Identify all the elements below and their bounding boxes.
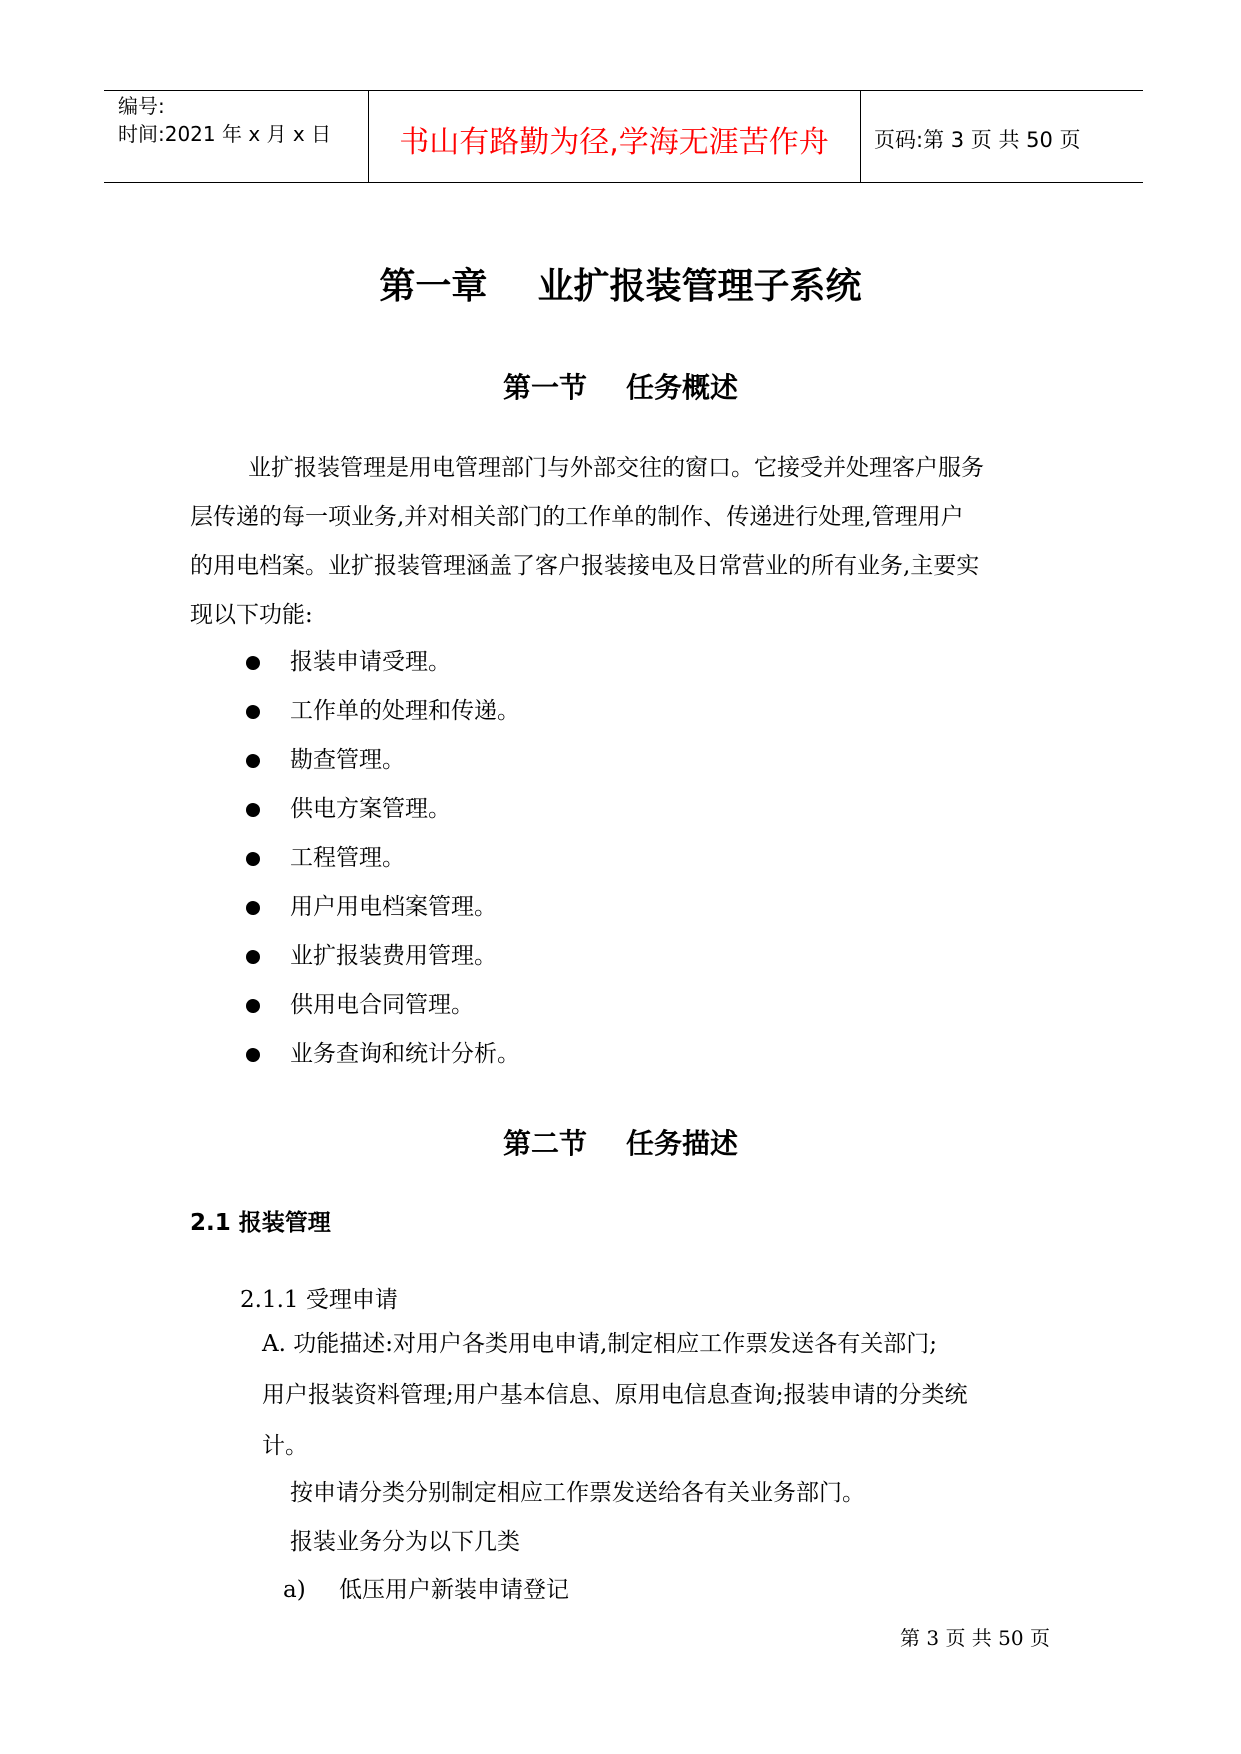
list-item (246, 687, 520, 736)
paragraph-line: 的用电档案。业扩报装管理涵盖了客户报装接电及日常营业的所有业务,主要实 (190, 553, 980, 579)
body-line: 按申请分类分别制定相应工作票发送给各有关业务部门。 (290, 1480, 865, 1506)
bullet-icon (246, 803, 260, 817)
list-item-marker: a) (283, 1577, 306, 1603)
list-item-text: 勘查管理。 (290, 747, 405, 773)
document-time-label: 时间:2021 年 x 月 x 日 (118, 122, 332, 146)
list-item-text: 供用电合同管理。 (290, 992, 474, 1018)
subheading-2-1-1: 2.1.1 受理申请 (240, 1287, 398, 1313)
description-line: 计。 (262, 1433, 308, 1459)
list-item-text: 业务查询和统计分析。 (290, 1041, 520, 1067)
bullet-icon (246, 754, 260, 768)
list-item-text: 工作单的处理和传递。 (290, 698, 520, 724)
list-item-text: 报装申请受理。 (290, 649, 451, 675)
list-item-text: 低压用户新装申请登记 (339, 1577, 569, 1603)
bullet-icon (246, 656, 260, 670)
list-item (246, 638, 520, 687)
paragraph-line: 业扩报装管理是用电管理部门与外部交往的窗口。它接受并处理客户服务 (248, 455, 984, 481)
header-top-rule (104, 90, 1143, 91)
list-item (246, 932, 520, 981)
chapter-title: 第一章 业扩报装管理子系统 (379, 266, 862, 307)
bullet-icon (246, 705, 260, 719)
description-line: A. 功能描述:对用户各类用电申请,制定相应工作票发送各有关部门; (262, 1331, 938, 1357)
overview-paragraph (190, 444, 1060, 640)
section-title-overview: 第一节 任务概述 (503, 371, 738, 404)
list-item (246, 981, 520, 1030)
list-item (283, 1571, 569, 1604)
function-list (246, 638, 520, 1079)
page-footer: 第 3 页 共 50 页 (900, 1626, 1050, 1650)
list-item-text: 用户用电档案管理。 (290, 894, 497, 920)
header-meta (118, 92, 331, 148)
list-item (246, 883, 520, 932)
list-item (246, 785, 520, 834)
list-item-text: 业扩报装费用管理。 (290, 943, 497, 969)
list-item (246, 1030, 520, 1079)
bullet-icon (246, 950, 260, 964)
header-motto: 书山有路勤为径,学海无涯苦作舟 (399, 125, 829, 160)
document-number-label: 编号: (118, 94, 165, 118)
list-item-text: 工程管理。 (290, 845, 405, 871)
header-page-number: 页码:第 3 页 共 50 页 (874, 128, 1081, 152)
paragraph-line: 层传递的每一项业务,并对相关部门的工作单的制作、传递进行处理,管理用户 (190, 504, 964, 530)
list-item (246, 834, 520, 883)
bullet-icon (246, 1048, 260, 1062)
description-line: 用户报装资料管理;用户基本信息、原用电信息查询;报装申请的分类统 (262, 1382, 968, 1408)
function-description (262, 1319, 1062, 1472)
bullet-icon (246, 852, 260, 866)
list-item-text: 供电方案管理。 (290, 796, 451, 822)
header-bottom-rule (104, 182, 1143, 183)
subheading-2-1: 2.1 报装管理 (190, 1210, 331, 1236)
body-line: 报装业务分为以下几类 (290, 1529, 520, 1555)
section-title-description: 第二节 任务描述 (503, 1127, 738, 1160)
bullet-icon (246, 901, 260, 915)
paragraph-line: 现以下功能: (190, 602, 313, 628)
header-divider-right (860, 90, 861, 183)
bullet-icon (246, 999, 260, 1013)
list-item (246, 736, 520, 785)
